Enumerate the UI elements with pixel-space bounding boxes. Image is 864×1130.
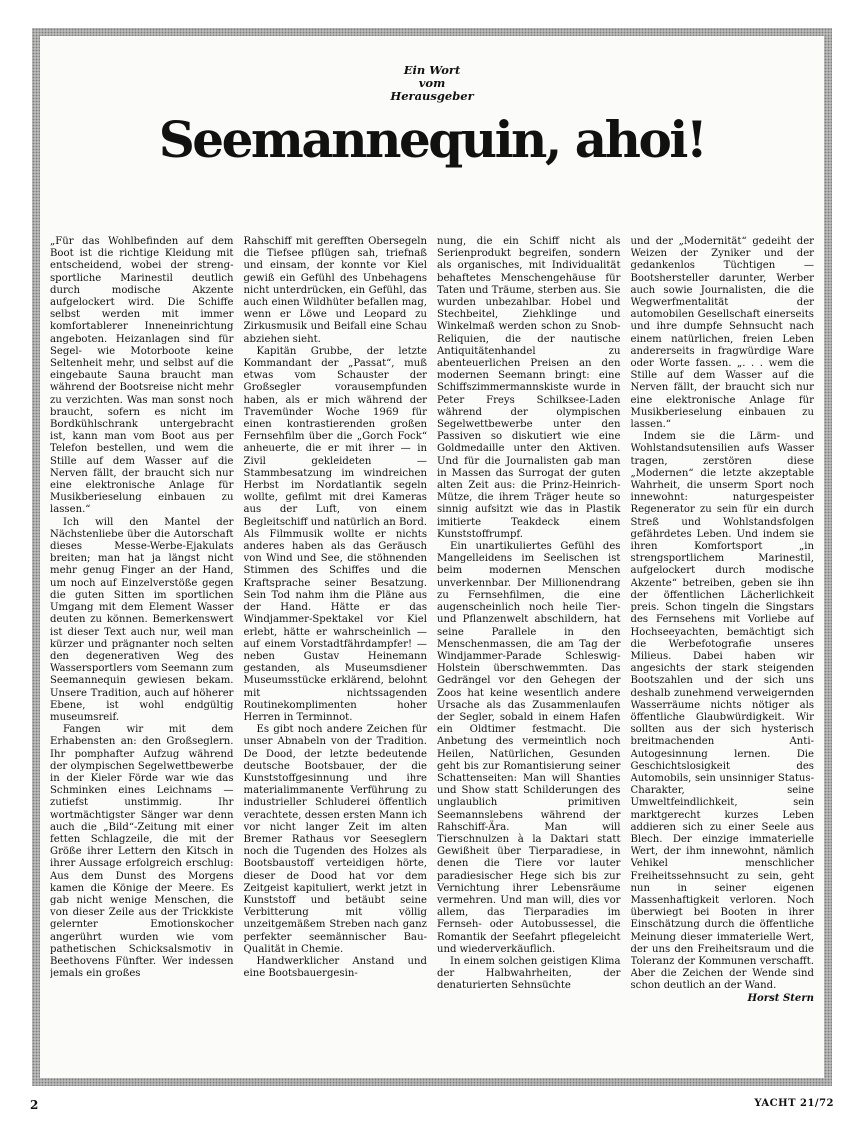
article-body xyxy=(40,36,824,1078)
page-number: 2 xyxy=(30,1098,39,1112)
paragraph: Fangen wir mit dem Erhabensten an: den Großseglern. Ihr pomphafter Aufzug während der olympischen Segelwettbewerbe in der Kieler Förde war wie das Schminken eines Leichnams — zutiefst unstimmig. Ihr wortmächtigster Sänger war denn auch die „Bild“-Zeitung mit einer fetten Schlagzeile, die mit der Größe ihrer Lettern den Kitsch in ihrer Aussage erfolgreich erschlug: Aus dem Dunst des Morgens kamen die Könige der Meere. Es gab nicht wenige Menschen, die von dieser Zeile aus der Trickkiste gelernter Emotionskocher angerührt wurden wie vom pathetischen Schicksalsmotiv in Beethovens Fünfter. Wer indessen jemals ein großes xyxy=(50,724,234,980)
paragraph: „Für das Wohlbefinden auf dem Boot ist die richtige Kleidung mit entscheidend, wobei der streng-sportliche Marinestil deutlich durch modische Akzente aufgelockert wird. Die Schiffe selbst werden mit immer komfortablerer Inneneinrichtung angeboten. Heizanlagen sind für Segel- wie Motorboote keine Seltenheit mehr, und selbst auf die eingebaute Sauna braucht man während der Bootsreise nicht mehr zu verzichten. Was man sonst noch braucht, sofern es nicht im Bordkühlschrank untergebracht ist, kann man vom Boot aus per Telefon bestellen, und wem die Stille auf dem Wasser auf die Nerven fällt, der braucht sich nur eine elektronische Anlage für Musikberieselung einbauen zu lassen.“ xyxy=(50,236,234,516)
paragraph: nung, die ein Schiff nicht als Serienprodukt begreifen, sondern als organisches, mit Individualität behaftetes Menschengehäuse für Taten und Träume, sterben aus. Sie wurden unbezahlbar. Hobel und Stechbeitel, Ziehklinge und Winkelmaß werden schon zu Snob-Reliquien, die der nautische Antiquitätenhandel zu abenteuerlichen Preisen an den modernen Seemann bringt: eine Schiffszimmermannskiste wurde in Peter Freys Schilksee-Laden während der olympischen Segelwettbewerbe unter den Passiven so diskutiert wie eine Goldmedaille unter den Aktiven. Und für die Journalisten gab man in Massen das Surrogat der guten alten Zeit aus: die Prinz-Heinrich-Mütze, die ihrem Träger heute so sinnig aufsitzt wie das in Plastik imitierte Teakdeck einem Kunststoffrumpf. xyxy=(437,236,621,540)
paragraph: Handwerklicher Anstand und eine Bootsbauergesin- xyxy=(243,955,427,980)
text-column-4 xyxy=(631,236,815,1081)
paragraph: Indem sie die Lärm- und Wohlstandsutensilien aufs Wasser tragen, zerstören diese „Modernen“ die letzte akzeptable Wahrheit, die unserm Sport noch innewohnt: naturgespeister Regenerator zu sein für ein durch Streß und Wohlstandsfolgen gefährdetes Leben. Und indem sie ihren Komfortsport „in strengsportlichem Marinestil, aufgelockert durch modische Akzente“ betreiben, geben sie ihn der öffentlichen Lächerlichkeit preis. Schon tingeln die Singstars des Fernsehens mit Vorliebe auf Hochseeyachten, bemächtigt sich die Werbefotografie unseres Milieus. Dabei haben wir angesichts der stark steigenden Bootszahlen und der sich uns deshalb zunehmend verweigernden Wasserräume nichts nötiger als öffentliche Glaubwürdigkeit. Wir sollten aus der sich hysterisch breitmachenden Anti-Autogesinnung lernen. Die Geschichtslosigkeit des Automobils, sein unsinniger Status-Charakter, seine Umweltfeindlichkeit, sein marktgerecht kurzes Leben addieren sich zu einer Seele aus Blech. Der einzige immaterielle Wert, der ihm innewohnt, nämlich Vehikel menschlicher Freiheitssehnsucht zu sein, geht nun in seiner eigenen Massenhaftigkeit verloren. Noch überwiegt bei Booten in ihrer Einschätzung durch die öffentliche Meinung dieser immaterielle Wert, der uns den Freiheitsraum und die Toleranz der Kommunen verschafft. Aber die Zeichen der Wende sind schon deutlich an der Wand. xyxy=(630,431,814,992)
kicker-line: Ein Wort xyxy=(403,63,461,77)
paragraph: Rahschiff mit gerefften Obersegeln die Tiefsee pflügen sah, triefnaß und einsam, der konnte vor Kiel gewiß ein Gefühl des Unbehagens nicht unterdrücken, ein Gefühl, das auch einen Wildhüter befallen mag, wenn er Löwe und Leopard zu Zirkusmusik und Beifall eine Schau abziehen sieht. xyxy=(243,236,427,345)
text-column-3 xyxy=(437,236,621,1081)
paragraph: Ein unartikuliertes Gefühl des Mangelleidens im Seelischen ist beim modernen Menschen unverkennbar. Der Millionendrang zu Fernsehfilmen, die eine augenscheinlich noch heile Tier- und Pflanzenwelt abschildern, hat seine Parallele in den Menschenmassen, die am Tag der Windjammer-Parade Schleswig-Holstein überschwemmten. Das Gedrängel vor den Gehegen der Zoos hat keine wesentlich andere Ursache als das Zusammenlaufen der Segler, sobald in einem Hafen ein Oldtimer festmacht. Die Anbetung des vermeintlich noch Heilen, Natürlichen, Gesunden geht bis zur Romantisierung seiner Schattenseiten: Man will Shanties und Show statt Schilderungen des unglaublich primitiven Seemannslebens während der Rahschiff-Ära. Man will Tierschnulzen à la Daktari statt Gewißheit über Tierparadiese, in denen die Tiere vor lauter paradiesischer Hege sich bis zur Vernichtung ihrer Lebensräume vermehren. Und man will, dies vor allem, das Tierparadies im Fernseh- oder Autobussessel, die Romantik der Seefahrt pflegeleicht und wiederverkäuflich. xyxy=(437,541,621,955)
text-columns xyxy=(50,236,814,1081)
text-column-1 xyxy=(50,236,234,1081)
paragraph: Kapitän Grubbe, der letzte Kommandant der „Passat“, muß etwas vom Schauster der Großsegler vorausempfunden haben, als er mich während der Travemünder Woche 1969 für einen kontrastierenden großen Fernsehfilm über die „Gorch Fock“ anheuerte, die er mit ihrer — in Zivil gekleideten — Stammbesatzung im windreichen Herbst im Nordatlantik segeln wollte, gefilmt mit drei Kameras aus der Luft, von einem Begleitschiff und natürlich an Bord. Als Filmmusik wollte er nichts anderes haben als das Geräusch von Wind und See, die stöhnenden Stimmen des Schiffes und die Kraftsprache seiner Besatzung. Sein Tod nahm ihm die Pläne aus der Hand. Hätte er das Windjammer-Spektakel vor Kiel erlebt, hätte er wahrscheinlich — auf einem Vorstadtfährdampfer! — neben Gustav Heinemann gestanden, als Museumsdiener Museumsstücke erklärend, belohnt mit nichtssagenden Routinekomplimenten hoher Herren in Terminnot. xyxy=(243,345,427,723)
text-column-2 xyxy=(244,236,428,1081)
paragraph: Ich will den Mantel der Nächstenliebe über die Autorschaft dieses Messe-Werbe-Ejakulats breiten; man hat ja längst nicht mehr genug Finger an der Hand, um noch auf Einzelverstöße gegen die guten Sitten im sportlichen Umgang mit dem Element Wasser deuten zu können. Bemerkenswert ist dieser Text auch nur, weil man kürzer und prägnanter noch selten den degenerativen Weg des Wassersportlers vom Seemann zum Seemannequin gewiesen bekam. Unsere Tradition, auch auf höherer Ebene, ist wohl endgültig museumsreif. xyxy=(50,516,234,723)
kicker xyxy=(40,64,824,103)
paragraph: Es gibt noch andere Zeichen für unser Abnabeln von der Tradition. De Dood, der letzte bedeutende deutsche Bootsbauer, der die Kunststoffgesinnung und ihre materialimmanente Verführung zu industrieller Schluderei öffentlich verachtete, dessen ersten Mann ich vor nicht langer Zeit im alten Bremer Rathaus vor Seeseglern noch die Tugenden des Holzes als Bootsbaustoff verteidigen hörte, dieser de Dood hat vor dem Zeitgeist kapituliert, werkt jetzt in Kunststoff und betäubt seine Verbitterung mit völlig unzeitgemäßem Streben nach ganz perfekter seemännischer Bau-Qualität in Chemie. xyxy=(243,724,427,955)
headline: Seemannequin, ahoi! xyxy=(158,110,706,169)
publication-footer: YACHT 21/72 xyxy=(754,1098,834,1109)
kicker-line: Herausgeber xyxy=(390,89,474,103)
article-frame xyxy=(32,28,832,1086)
author-signature: Horst Stern xyxy=(747,992,814,1004)
kicker-line: vom xyxy=(418,76,446,90)
paragraph: In einem solchen geistigen Klima der Halbwahrheiten, der denaturierten Sehnsüchte xyxy=(437,955,621,992)
paragraph: und der „Modernität“ gedeiht der Weizen der Zyniker und der gedankenlos Tüchtigen — Bootshersteller darunter, Werber auch sowie Journalisten, die die Wegwerfmentalität der automobilen Gesellschaft einerseits und ihre dumpfe Sehnsucht nach einem natürlichen, freien Leben andererseits in fragwürdige Ware oder Worte fassen. „. . . wem die Stille auf dem Wasser auf die Nerven fällt, der braucht sich nur eine elektronische Anlage für Musikberieselung einbauen zu lassen.“ xyxy=(630,236,814,431)
